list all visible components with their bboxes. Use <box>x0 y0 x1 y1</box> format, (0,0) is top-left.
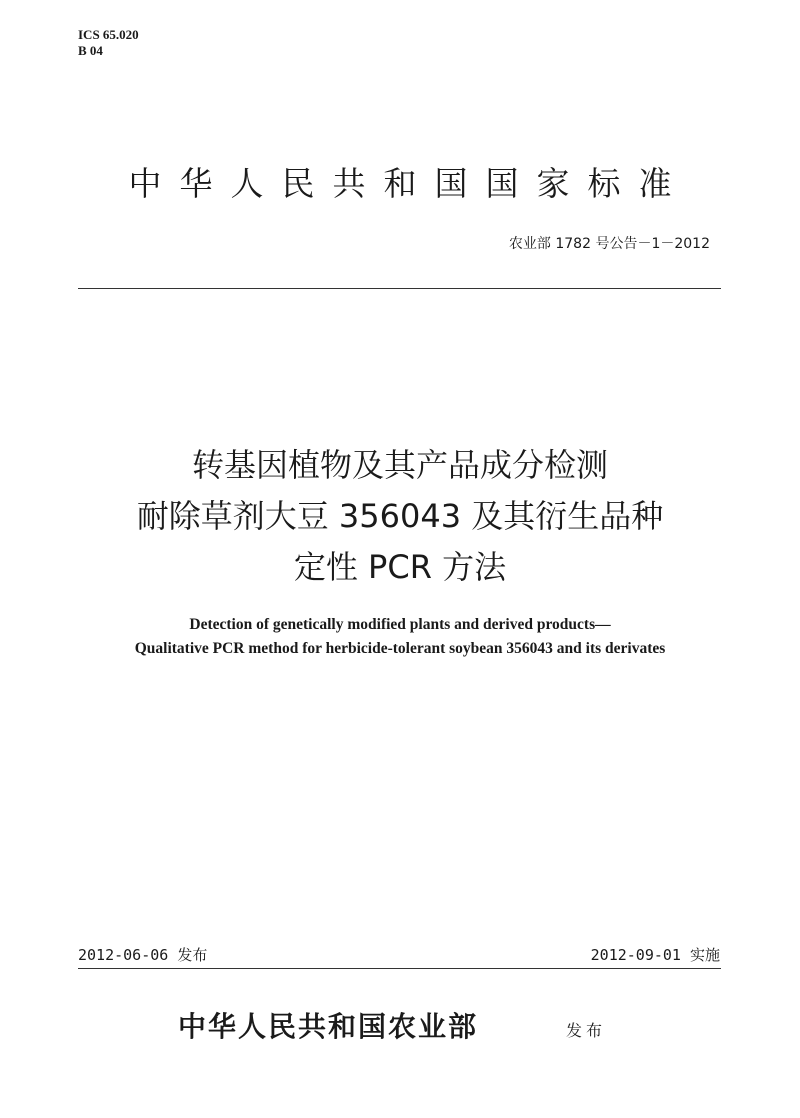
issue-date: 2012-06-06 发布 <box>78 946 208 964</box>
classification-codes <box>78 27 139 59</box>
ccs-code: B 04 <box>78 43 103 58</box>
english-title-line-1: Detection of genetically modified plants and derived products— <box>189 616 611 633</box>
chinese-title-line-1: 转基因植物及其产品成分检测 <box>191 446 608 484</box>
national-standard-title: 中华人民共和国国家标准 <box>128 164 690 203</box>
header-divider <box>78 288 721 289</box>
english-title <box>0 613 800 661</box>
issuing-label: 发布 <box>566 1021 607 1040</box>
issuing-authority: 中华人民共和国农业部 <box>178 1010 479 1043</box>
implementation-date: 2012-09-01 实施 <box>590 946 720 964</box>
footer-divider <box>78 968 721 969</box>
english-title-line-2: Qualitative PCR method for herbicide-tolerant soybean 356043 and its derivates <box>134 640 666 657</box>
chinese-title <box>0 440 800 593</box>
standard-number: 农业部 1782 号公告－1－2012 <box>508 236 710 252</box>
chinese-title-line-3: 定性 PCR 方法 <box>293 548 507 586</box>
chinese-title-line-2: 耐除草剂大豆 356043 及其衍生品种 <box>136 497 664 535</box>
ics-code: ICS 65.020 <box>78 27 139 42</box>
